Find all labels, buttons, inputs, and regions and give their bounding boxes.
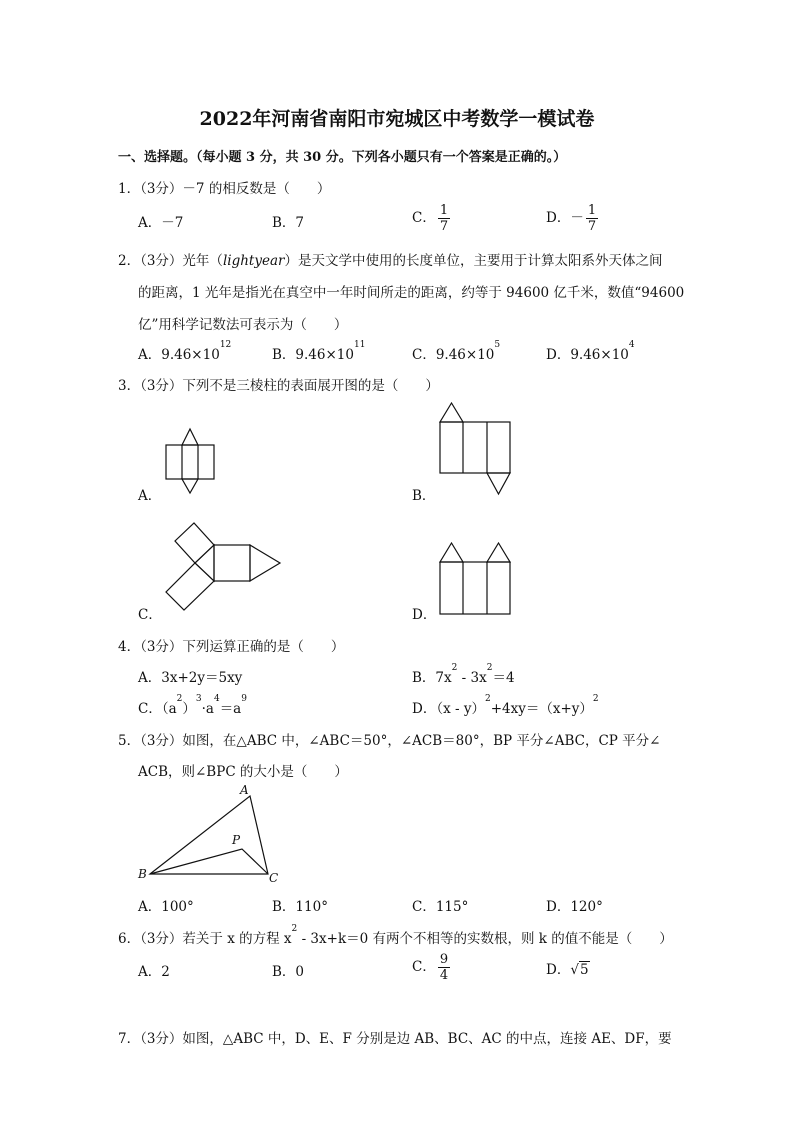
question-number: 2． xyxy=(118,253,141,269)
label-p: P xyxy=(232,833,241,847)
net-triangle xyxy=(182,479,198,493)
q1-option-d xyxy=(546,203,598,234)
option-text: B．7x xyxy=(412,670,452,686)
option-text: +4xy＝（x+y） xyxy=(490,701,593,717)
exponent: 2 xyxy=(451,663,458,673)
net-rectangle xyxy=(166,445,214,479)
fraction xyxy=(438,203,450,234)
q1-option-a: A．－7 xyxy=(138,215,184,231)
square-root xyxy=(570,962,589,978)
question-number: 1． xyxy=(118,181,141,197)
question-text: （3分）如图，△ABC 中，D、E、F 分别是边 AB、BC、AC 的中点，连接 AE、DF，要 xyxy=(140,1031,672,1047)
q5-option-d: D．120° xyxy=(546,899,603,915)
exponent: 3 xyxy=(195,694,202,704)
q5-option-c: C．115° xyxy=(412,899,469,915)
q6-option-b: B．0 xyxy=(272,964,305,980)
option-text: B．9.46×10 xyxy=(272,347,354,363)
question-5 xyxy=(118,729,660,749)
option-text: ＝4 xyxy=(492,670,515,686)
radicand: 5 xyxy=(579,962,589,978)
q4-option-d xyxy=(412,694,599,717)
option-prefix: D． xyxy=(546,962,571,978)
radical-sign: √ xyxy=(570,962,579,978)
question-number: 5． xyxy=(118,733,141,749)
q3-option-b: B． xyxy=(412,488,436,504)
question-text: （3分）下列运算正确的是（ ） xyxy=(140,639,345,655)
exponent: 5 xyxy=(494,340,501,350)
exponent: 9 xyxy=(241,694,247,704)
net-triangle xyxy=(440,543,463,562)
label-c: C xyxy=(269,871,279,885)
option-text: C．（a xyxy=(138,701,177,717)
question-number: 4． xyxy=(118,639,141,655)
q1-option-b: B．7 xyxy=(272,215,305,231)
exponent: 4 xyxy=(213,694,220,704)
question-text-italic: lightyear xyxy=(222,253,285,269)
net-square xyxy=(175,523,214,563)
net-figure-d xyxy=(436,540,516,618)
question-text: （3分）下列不是三棱柱的表面展开图的是（ ） xyxy=(140,378,439,394)
exponent: 11 xyxy=(353,340,366,350)
question-7 xyxy=(118,1027,672,1047)
net-figure-b xyxy=(436,400,516,500)
exponent: 2 xyxy=(291,924,298,934)
question-3 xyxy=(118,374,439,394)
question-1 xyxy=(118,177,330,197)
q4-option-c xyxy=(138,694,247,717)
net-triangle xyxy=(487,543,510,562)
q2-option-c xyxy=(412,340,501,363)
net-rectangle xyxy=(440,422,510,473)
exponent: 2 xyxy=(484,694,491,704)
question-number: 3． xyxy=(118,378,141,394)
exponent: 4 xyxy=(628,340,635,350)
net-rectangle xyxy=(440,562,510,614)
section-heading: 一、选择题。（每小题 3 分，共 30 分。下列各小题只有一个答案是正确的。） xyxy=(118,150,567,165)
q3-option-d: D． xyxy=(412,607,437,623)
option-text: D．（x - y） xyxy=(412,701,485,717)
question-2-line-3: 亿”用科学记数法可表示为（ ） xyxy=(138,317,348,333)
fraction-denominator: 7 xyxy=(439,219,449,234)
question-5-line-2: ACB，则∠BPC 的大小是（ ） xyxy=(138,764,348,780)
option-prefix: C． xyxy=(412,210,436,226)
net-triangle xyxy=(182,429,198,445)
question-text: （3分）光年（ xyxy=(140,253,223,269)
option-text: ·a xyxy=(201,701,214,717)
fraction xyxy=(438,952,450,983)
q4-option-a: A．3x+2y＝5xy xyxy=(138,670,243,686)
q6-option-c xyxy=(412,952,450,983)
question-4 xyxy=(118,635,344,655)
q2-option-d xyxy=(546,340,635,363)
label-b: B xyxy=(138,867,147,881)
option-text: ） xyxy=(182,701,196,717)
option-text: ＝a xyxy=(219,701,242,717)
fraction-numerator: 9 xyxy=(439,952,449,967)
q5-option-b: B．110° xyxy=(272,899,328,915)
q3-option-a: A． xyxy=(138,488,162,504)
question-text: - 3x+k＝0 有两个不相等的实数根，则 k 的值不能是（ ） xyxy=(297,931,673,947)
question-6 xyxy=(118,924,673,947)
question-2-line-2: 的距离，1 光年是指光在真空中一年时间所走的距离，约等于 94600 亿千米，数值“94600 xyxy=(138,285,685,301)
q4-option-b xyxy=(412,663,515,686)
fraction-denominator: 7 xyxy=(587,219,597,234)
question-number: 6． xyxy=(118,931,141,947)
label-a: A xyxy=(240,783,249,797)
net-triangle xyxy=(250,545,280,581)
question-text: ）是天文学中使用的长度单位，主要用于计算太阳系外天体之间 xyxy=(284,253,663,269)
page-title: 2022年河南省南阳市宛城区中考数学一模试卷 xyxy=(199,108,595,130)
triangle-figure xyxy=(136,782,286,885)
option-prefix: C． xyxy=(412,959,436,975)
q6-option-d xyxy=(546,958,590,978)
fraction-denominator: 4 xyxy=(439,968,449,983)
net-figure-a xyxy=(160,423,220,495)
question-text: （3分）－7 的相反数是（ ） xyxy=(140,181,331,197)
net-triangle xyxy=(487,473,510,494)
q6-option-a: A．2 xyxy=(138,964,170,980)
triangle-abc xyxy=(150,796,268,874)
exponent: 2 xyxy=(486,663,493,673)
net-figure-c xyxy=(160,513,290,613)
option-text: - 3x xyxy=(457,670,487,686)
option-text: C．9.46×10 xyxy=(412,347,495,363)
q1-option-c xyxy=(412,203,450,234)
net-triangle xyxy=(195,545,214,581)
q5-option-a: A．100° xyxy=(138,899,194,915)
exponent: 12 xyxy=(219,340,232,350)
angle-bisectors xyxy=(150,849,268,874)
q3-option-c: C． xyxy=(138,607,162,623)
question-number: 7． xyxy=(118,1031,141,1047)
net-triangle xyxy=(440,403,463,422)
fraction xyxy=(586,203,598,234)
fraction-numerator: 1 xyxy=(587,203,597,218)
option-text: A．9.46×10 xyxy=(138,347,220,363)
net-square xyxy=(166,563,214,610)
fraction-numerator: 1 xyxy=(439,203,449,218)
option-text: D．9.46×10 xyxy=(546,347,629,363)
question-text: （3分）如图，在△ABC 中，∠ABC＝50°，∠ACB＝80°，BP 平分∠ABC，CP 平分∠ xyxy=(140,733,661,749)
option-prefix: D．－ xyxy=(546,210,584,226)
exponent: 2 xyxy=(176,694,183,704)
question-text: （3分）若关于 x 的方程 x xyxy=(140,931,292,947)
exponent: 2 xyxy=(592,694,599,704)
question-2 xyxy=(118,249,662,269)
q2-option-a xyxy=(138,340,232,363)
q2-option-b xyxy=(272,340,366,363)
net-rectangle xyxy=(214,545,250,581)
